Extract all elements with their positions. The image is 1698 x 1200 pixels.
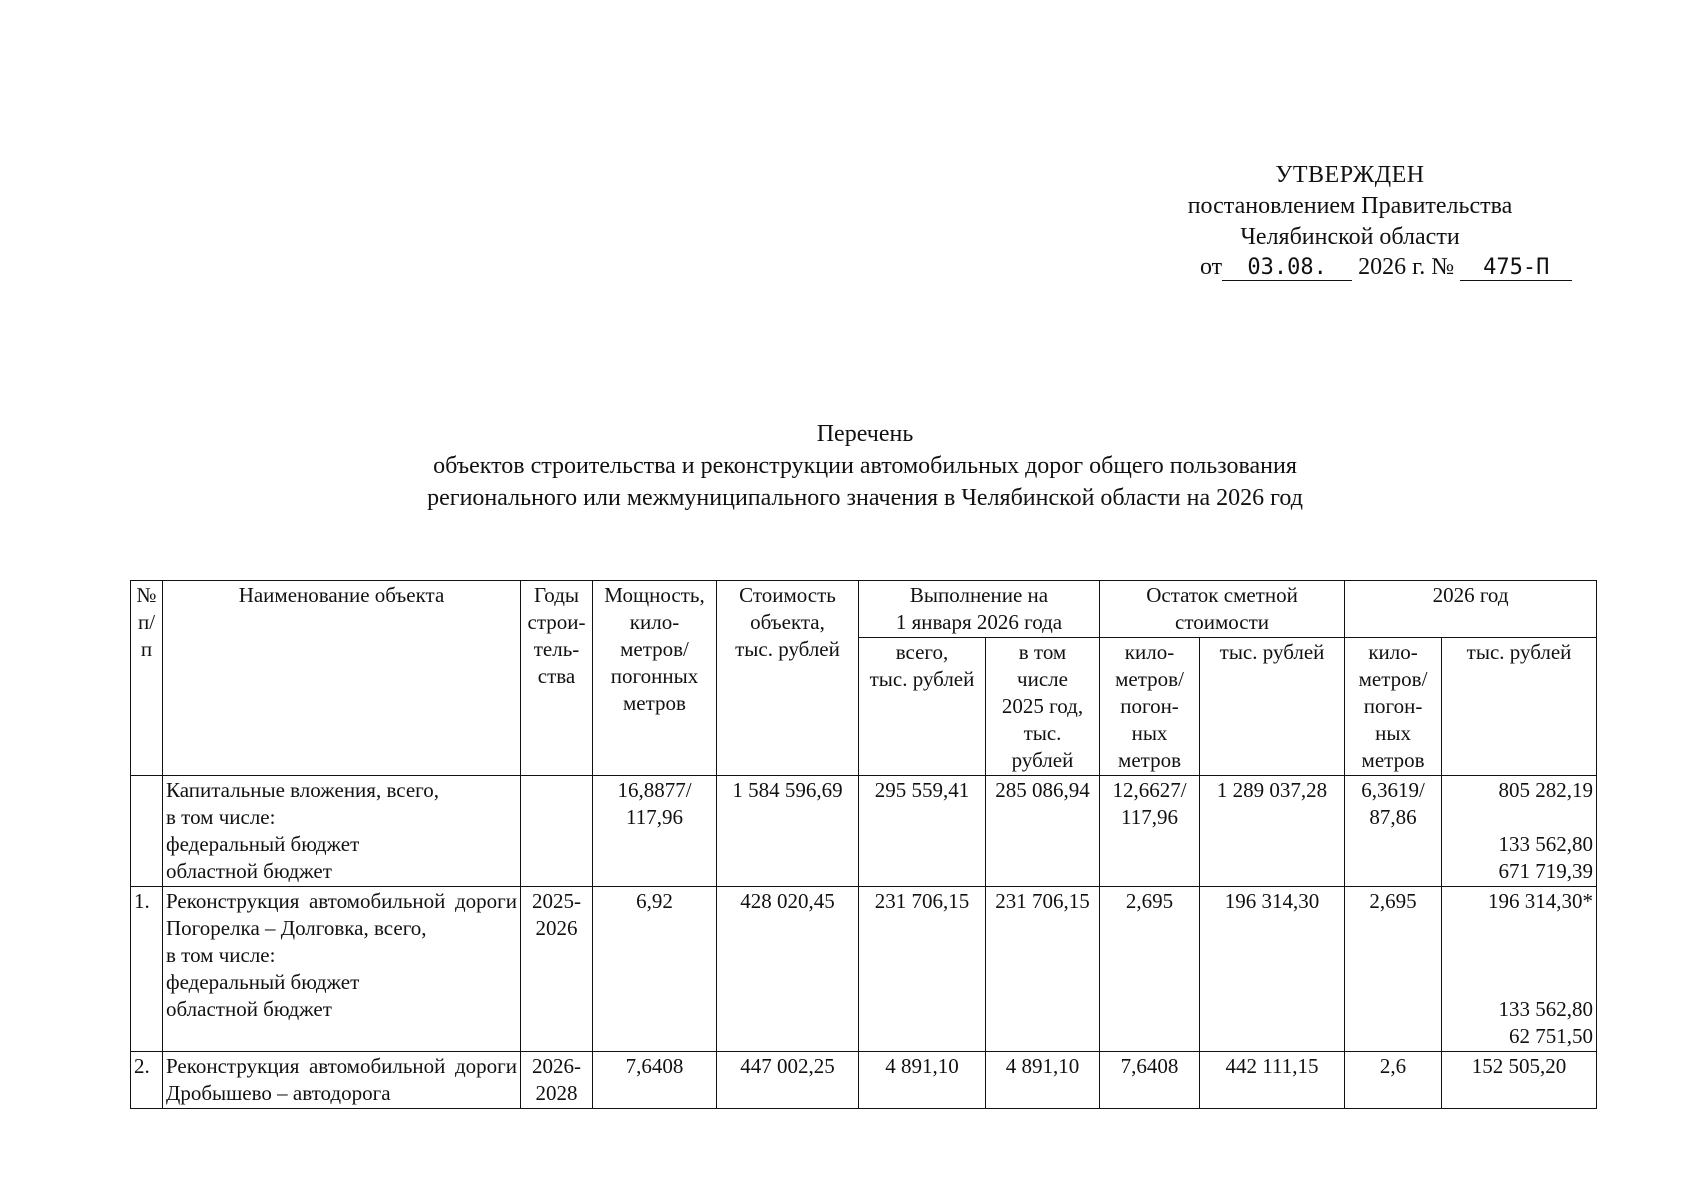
- approval-line-1: постановлением Правительства: [1187, 193, 1513, 219]
- cell-2026-km: 2,695: [1345, 887, 1442, 1052]
- cell-done-2025: 285 086,94: [986, 776, 1100, 887]
- title-line-3: регионального или межмуниципального значения в Челябинской области на 2026 год: [427, 485, 1303, 511]
- header-cost: Стоимость объекта, тыс. рублей: [717, 581, 859, 776]
- header-rest-group: Остаток сметной стоимости: [1100, 581, 1345, 638]
- table-row-1: [131, 887, 1597, 1052]
- cell-rest-km: 7,6408: [1100, 1052, 1200, 1109]
- header-num: № п/п: [131, 581, 163, 776]
- cell-done-total: 4 891,10: [859, 1052, 986, 1109]
- approval-block: [1100, 160, 1600, 253]
- header-capacity: Мощность, кило- метров/ погонных метров: [593, 581, 717, 776]
- cell-years: [521, 776, 593, 887]
- cell-2026-rub: 805 282,19 133 562,80 671 719,39: [1442, 776, 1597, 887]
- title-line-1: Перечень: [816, 421, 914, 447]
- header-done-2025: в том числе 2025 год, тыс. рублей: [986, 638, 1100, 776]
- header-done-total: всего, тыс. рублей: [859, 638, 986, 776]
- cell-2026-km: 6,3619/ 87,86: [1345, 776, 1442, 887]
- cell-name: Реконструкция автомобильной дороги Погорелка – Долговка, всего, в том числе: федеральный бюджет областной бюджет: [163, 887, 521, 1052]
- header-years: Годы строи- тель- ства: [521, 581, 593, 776]
- header-2026-group: 2026 год: [1345, 581, 1597, 638]
- header-row-1: [131, 581, 1597, 638]
- cell-name: Реконструкция автомобильной дороги Дробышево – автодорога: [163, 1052, 521, 1109]
- cell-years: 2026- 2028: [521, 1052, 593, 1109]
- cell-cost: 1 584 596,69: [717, 776, 859, 887]
- cell-years: 2025- 2026: [521, 887, 593, 1052]
- cell-2026-rub: 152 505,20: [1442, 1052, 1597, 1109]
- header-2026-rub: тыс. рублей: [1442, 638, 1597, 776]
- cell-done-total: 295 559,41: [859, 776, 986, 887]
- cell-2026-rub: 196 314,30* 133 562,80 62 751,50: [1442, 887, 1597, 1052]
- cell-rest-km: 12,6627/ 117,96: [1100, 776, 1200, 887]
- cell-cost: 428 020,45: [717, 887, 859, 1052]
- header-rest-rub: тыс. рублей: [1200, 638, 1345, 776]
- header-name: Наименование объекта: [163, 581, 521, 776]
- table-row-2: [131, 1052, 1597, 1109]
- document-title: [100, 418, 1630, 514]
- cell-done-total: 231 706,15: [859, 887, 986, 1052]
- cell-num: 1.: [131, 887, 163, 1052]
- approval-number: 475-П: [1460, 255, 1572, 281]
- cell-num: [131, 776, 163, 887]
- cell-done-2025: 231 706,15: [986, 887, 1100, 1052]
- objects-table: [130, 580, 1597, 1109]
- header-2026-km: кило- метров/ погон- ных метров: [1345, 638, 1442, 776]
- cell-2026-km: 2,6: [1345, 1052, 1442, 1109]
- cell-name: Капитальные вложения, всего, в том числе: федеральный бюджет областной бюджет: [163, 776, 521, 887]
- approval-line-2: Челябинской области: [1240, 224, 1460, 250]
- from-label: от: [1200, 254, 1223, 280]
- cell-capacity: 7,6408: [593, 1052, 717, 1109]
- header-done-group: Выполнение на 1 января 2026 года: [859, 581, 1100, 638]
- cell-rest-rub: 442 111,15: [1200, 1052, 1345, 1109]
- cell-num: 2.: [131, 1052, 163, 1109]
- header-rest-km: кило- метров/ погон- ных метров: [1100, 638, 1200, 776]
- cell-done-2025: 4 891,10: [986, 1052, 1100, 1109]
- cell-capacity: 6,92: [593, 887, 717, 1052]
- cell-rest-rub: 196 314,30: [1200, 887, 1345, 1052]
- approval-date: 03.08.: [1222, 255, 1352, 281]
- cell-cost: 447 002,25: [717, 1052, 859, 1109]
- table-row-total: [131, 776, 1597, 887]
- title-line-2: объектов строительства и реконструкции автомобильных дорог общего пользования: [433, 453, 1297, 479]
- cell-rest-km: 2,695: [1100, 887, 1200, 1052]
- cell-rest-rub: 1 289 037,28: [1200, 776, 1345, 887]
- approval-year: 2026 г. №: [1358, 254, 1455, 280]
- approval-heading: УТВЕРЖДЕН: [1275, 162, 1425, 188]
- cell-capacity: 16,8877/ 117,96: [593, 776, 717, 887]
- approval-date-number-line: [1200, 254, 1572, 281]
